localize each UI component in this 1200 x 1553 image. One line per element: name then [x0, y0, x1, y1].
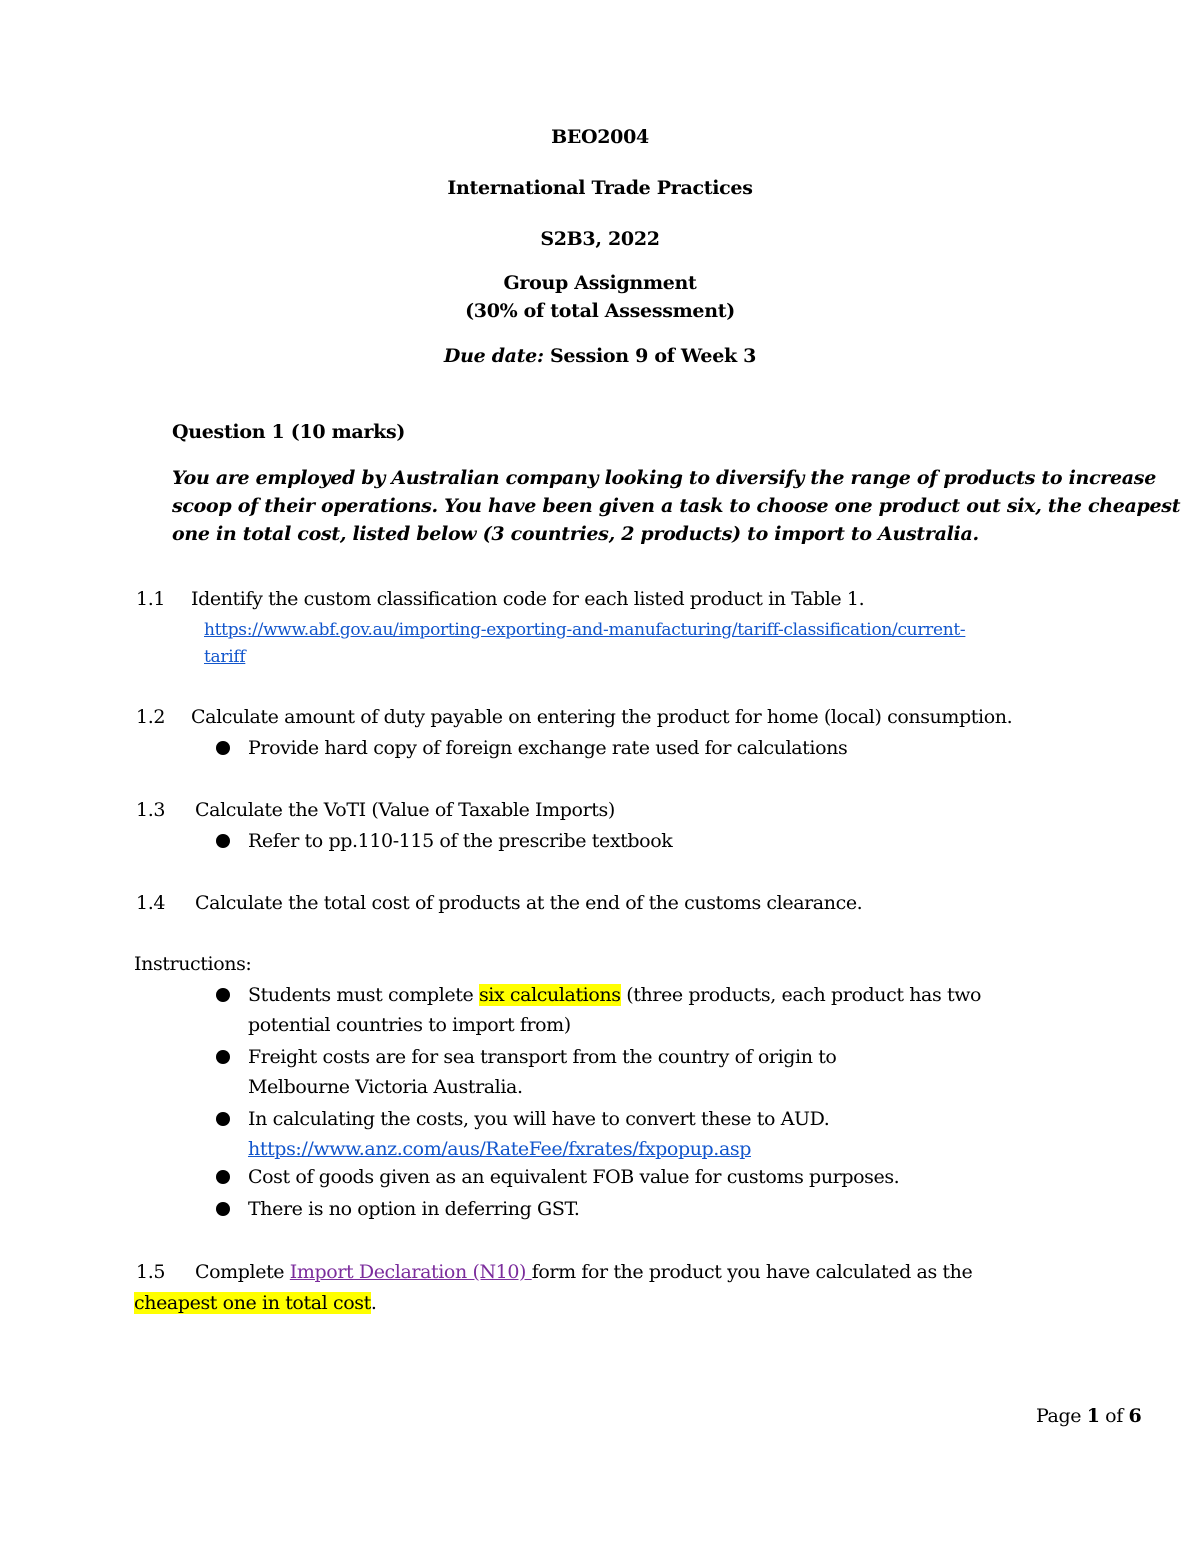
due-value: Session 9 of Week 3 — [543, 345, 757, 367]
instruction-text: Freight costs are for sea transport from the country of origin to — [248, 1046, 837, 1068]
bullet-text: Refer to pp.110-115 of the prescribe textbook — [248, 830, 673, 852]
question-intro-line: You are employed by Australian company looking to diversify the range of products to increase — [172, 467, 1156, 489]
instruction-text: Cost of goods given as an equivalent FOB value for customs purposes. — [248, 1166, 900, 1188]
instruction-text: There is no option in deferring GST. — [248, 1198, 580, 1220]
item-text: Calculate the total cost of products at the end of the customs clearance. — [195, 892, 863, 914]
anz-fx-rates-link[interactable]: https://www.anz.com/aus/RateFee/fxrates/fxpopup.asp — [248, 1138, 751, 1160]
question-title: Question 1 (10 marks) — [172, 421, 406, 443]
item-text: Identify the custom classification code for each listed product in Table 1. — [191, 588, 865, 610]
total-pages: 6 — [1128, 1405, 1142, 1427]
import-declaration-link[interactable]: Import Declaration (N10) — [289, 1261, 532, 1283]
assignment-weight: (30% of total Assessment) — [465, 300, 735, 322]
course-title: International Trade Practices — [447, 177, 753, 199]
item-text — [134, 1292, 376, 1314]
instruction-text-part: (three products, each product has two — [620, 984, 982, 1006]
page-number: 1 — [1086, 1405, 1100, 1427]
instruction-text: potential countries to import from) — [248, 1014, 571, 1036]
highlighted-text: six calculations — [478, 984, 621, 1006]
bullet-icon — [216, 1202, 230, 1216]
question-intro-line: one in total cost, listed below (3 countries, 2 products) to import to Australia. — [172, 523, 979, 545]
item-text-part: . — [370, 1292, 377, 1314]
item-text-part: Complete — [195, 1261, 290, 1283]
item-text-part: form for the product you have calculated as the — [531, 1261, 973, 1283]
bullet-icon — [216, 988, 230, 1002]
tariff-classification-link-cont[interactable]: tariff — [204, 647, 246, 667]
bullet-icon — [216, 834, 230, 848]
of-label: of — [1099, 1405, 1129, 1427]
item-text: Calculate the VoTI (Value of Taxable Imports) — [195, 799, 615, 821]
due-label: Due date: — [443, 345, 544, 367]
item-text — [195, 1261, 972, 1283]
bullet-icon — [216, 1112, 230, 1126]
bullet-icon — [216, 741, 230, 755]
item-number: 1.3 — [136, 799, 166, 821]
instructions-label: Instructions: — [134, 953, 252, 975]
course-code: BEO2004 — [551, 126, 649, 148]
tariff-classification-link[interactable]: https://www.abf.gov.au/importing-exporting-and-manufacturing/tariff-classification/current- — [204, 620, 966, 640]
item-text: Calculate amount of duty payable on entering the product for home (local) consumption. — [191, 706, 1013, 728]
assignment-title: Group Assignment — [503, 272, 697, 294]
item-number: 1.1 — [136, 588, 166, 610]
item-number: 1.4 — [136, 892, 166, 914]
due-date — [0, 345, 1200, 367]
instruction-text-part: Students must complete — [248, 984, 479, 1006]
instruction-text — [248, 984, 981, 1006]
instruction-text: In calculating the costs, you will have to convert these to AUD. — [248, 1108, 830, 1130]
page-label: Page — [1036, 1405, 1087, 1427]
highlighted-text: cheapest one in total cost — [134, 1292, 371, 1314]
item-number: 1.2 — [136, 706, 166, 728]
bullet-icon — [216, 1170, 230, 1184]
item-number: 1.5 — [136, 1261, 166, 1283]
bullet-text: Provide hard copy of foreign exchange rate used for calculations — [248, 737, 848, 759]
term: S2B3, 2022 — [540, 228, 660, 250]
page-footer — [1036, 1405, 1141, 1427]
question-intro-line: scoop of their operations. You have been given a task to choose one product out six, the cheapest — [172, 495, 1181, 517]
bullet-icon — [216, 1050, 230, 1064]
instruction-text: Melbourne Victoria Australia. — [248, 1076, 523, 1098]
